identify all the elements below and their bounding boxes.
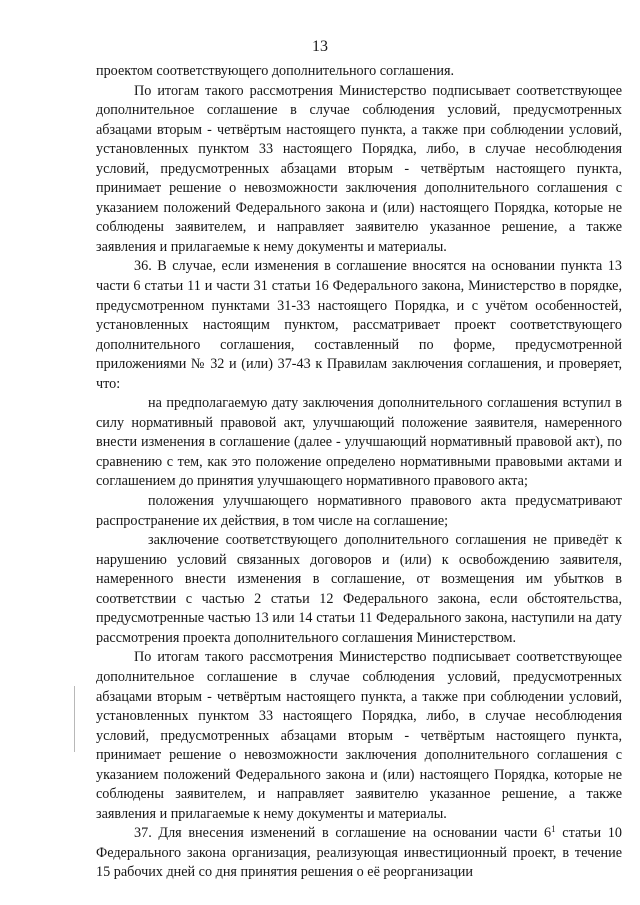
margin-scan-mark: [74, 686, 75, 752]
item-37-text-end: статьи 10 Федерального закона организация, реализующая инвестиционный проект, в течение 15 рабочих дней со дня принятия решения о её реорганизации: [96, 825, 622, 881]
paragraph-item-36: 36. В случае, если изменения в соглашение вносятся на основании пункта 13 части 6 статьи 11 и части 31 статьи 16 Федерального закона, Министерство в порядке, предусмотренном пунктами 31-33 настоящего Порядка, и с учётом особенностей, установленных настоящим пунктом, рассматривает проект соответствующего дополнительного соглашения, составленный по форме, предусмотренной приложениями № 32 и (или) 37-43 к Правилам заключения соглашения, и проверяет, что:: [96, 258, 622, 392]
paragraph-condition-2: положения улучшающего нормативного правового акта предусматривают распространение их действия, в том числе на соглашение;: [96, 493, 622, 529]
paragraph-continuation: проектом соответствующего дополнительного соглашения.: [96, 63, 455, 79]
item-37-text-start: 37. Для внесения изменений в соглашение на основании части 6: [134, 825, 552, 842]
item-37-superscript: 1: [551, 824, 556, 835]
paragraph-item-37: [96, 824, 622, 883]
paragraph-condition-3: заключение соответствующего дополнительного соглашения не приведёт к нарушению условий связанных договоров и (или) к освобождению заявителя, намеренного внести изменения в соглашение, от возмещения им убытков в соответствии с частью 2 статьи 12 Федерального закона, если обстоятельства, предусмотренные частью 13 или 14 статьи 11 Федерального закона, наступили на дату рассмотрения проекта дополнительного соглашения Министерством.: [96, 532, 622, 646]
paragraph-review-outcome-2: По итогам такого рассмотрения Министерство подписывает соответствующее дополнительное соглашение в случае соблюдения условий, предусмотренных абзацами вторым - четвёртым настоящего пункта, а также при соблюдении условий, установленных пунктом 33 настоящего Порядка, либо, в случае несоблюдения условий, предусмотренных абзацами вторым - четвёртым настоящего пункта, принимает решение о невозможности заключения дополнительного соглашения с указанием положений Федерального закона и (или) настоящего Порядка, которые не соблюдены заявителем, и направляет заявителю указанное решение, а также заявления и прилагаемые к нему документы и материалы.: [96, 649, 622, 822]
paragraph-review-outcome: По итогам такого рассмотрения Министерство подписывает соответствующее дополнительное соглашение в случае соблюдения условий, предусмотренных абзацами вторым - четвёртым настоящего пункта, а также при соблюдении условий, установленных пунктом 33 настоящего Порядка, либо, в случае несоблюдения условий, предусмотренных абзацами вторым - четвёртым настоящего пункта, принимает решение о невозможности заключения дополнительного соглашения с указанием положений Федерального закона и (или) настоящего Порядка, которые не соблюдены заявителем, и направляет заявителю указанное решение, а также заявления и прилагаемые к нему документы и материалы.: [96, 82, 622, 255]
page-number: 13: [312, 38, 328, 55]
paragraph-condition-1: на предполагаемую дату заключения дополнительного соглашения вступил в силу нормативный правовой акт, улучшающий положение заявителя, намеренного внести изменения в соглашение (далее - улучшающий нормативный правовой акт), по сравнению с тем, как это положение определено нормативными правовыми актами и соглашением до принятия улучшающего нормативного правового акта;: [96, 395, 622, 490]
document-body: [96, 62, 622, 883]
